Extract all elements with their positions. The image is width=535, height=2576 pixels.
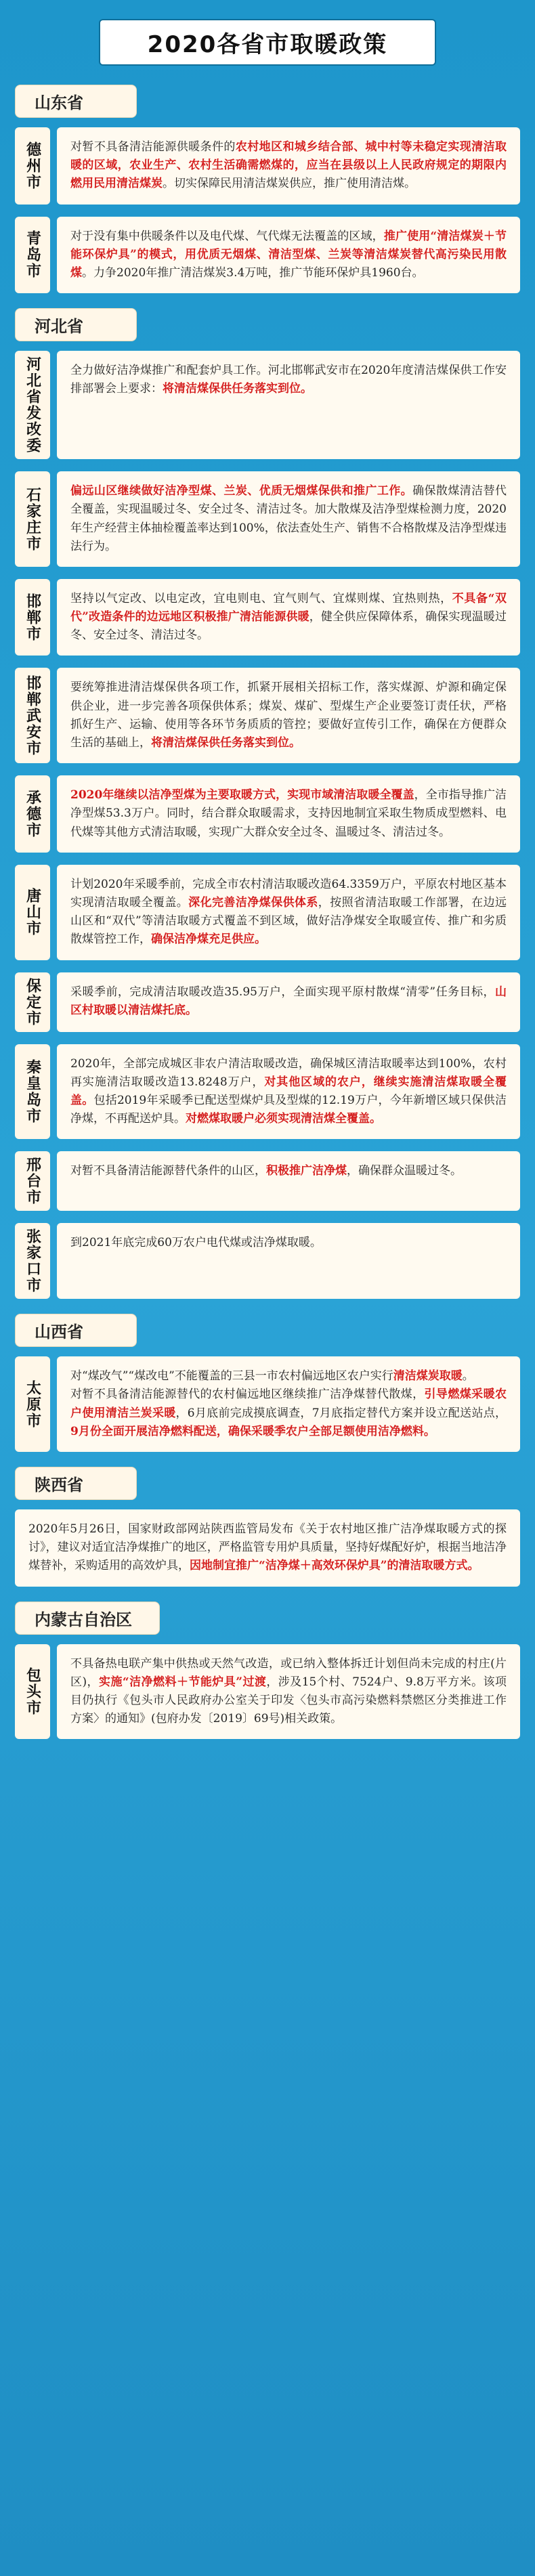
body-text: 2020年5月26日，国家财政部网站陕西监管局发布《关于农村地区推广洁净煤取暖方式的探讨》，建议对适宜洁净煤推广的地区，严格监管专用炉具质量，坚持好煤配好炉，根据当地洁净煤替补，采购适用的高效炉具， (28, 1522, 507, 1573)
policy-text (57, 1223, 520, 1299)
city-name-tab (15, 668, 50, 763)
body-text: 对于没有集中供暖条件以及电代煤、气代煤无法覆盖的区域， (70, 229, 384, 243)
body-text: ，按照省清洁取暖工作部署，在边远山区和“双代”等清洁取暖方式覆盖不到区域，做好洁净煤安全取暖宣传、推广和劣质散煤管控工作， (70, 895, 507, 947)
city-name: 青岛市 (24, 230, 41, 280)
policy-text (57, 351, 520, 459)
body-text: 坚持以气定改、以电定改，宜电则电、宜气则气、宜煤则煤、宜热则热， (70, 591, 452, 605)
highlight-text: 对其他区域的农户，继续实施清洁煤取暖全覆盖。 (70, 1075, 507, 1107)
province-label: 陕西省 (15, 1467, 137, 1500)
city-row (15, 1356, 520, 1452)
city-name: 唐山市 (24, 888, 41, 937)
policy-text (57, 972, 520, 1032)
city-row (15, 579, 520, 656)
policy-text (57, 865, 520, 960)
highlight-text: 山区村取暖以清洁煤托底。 (70, 985, 507, 1017)
city-row (15, 1644, 520, 1740)
highlight-text: 清洁煤炭取暖 (393, 1369, 463, 1383)
city-name-tab (15, 1044, 50, 1140)
city-name-tab (15, 865, 50, 960)
city-name: 邯郸武安市 (24, 674, 41, 756)
policy-text (57, 471, 520, 567)
city-row (15, 127, 520, 205)
city-name: 德州市 (24, 141, 41, 190)
city-row (15, 775, 520, 853)
highlight-text: 实施“洁净燃料＋节能炉具”过渡 (99, 1675, 267, 1689)
body-text: 确保散煤清洁替代全覆盖，实现温暖过冬、安全过冬、清洁过冬。加大散煤及洁净型煤检测力度，2020年生产经营主体抽检覆盖率达到100%，依法查处生产、销售不合格散煤及洁净型煤违法行为。 (70, 484, 507, 553)
body-text: 对暂不具备清洁能源替代条件的山区， (70, 1164, 266, 1178)
highlight-text: 农村地区和城乡结合部、城中村等未稳定实现清洁取暖的区域，农业生产、农村生活确需燃煤的，应当在县级以上人民政府规定的期限内燃用民用清洁煤炭 (70, 140, 507, 191)
policy-text (57, 1044, 520, 1140)
city-row (15, 351, 520, 459)
body-text: 采暖季前，完成清洁取暖改造35.95万户，全面实现平原村散煤“清零”任务目标， (70, 985, 495, 999)
province-section (15, 1314, 520, 1347)
highlight-text: 因地制宜推广“洁净煤＋高效环保炉具”的清洁取暖方式。 (190, 1559, 479, 1573)
body-text: 。 (462, 1369, 474, 1383)
city-name-tab (15, 127, 50, 205)
body-text: ，健全供应保障体系，确保实现温暖过冬、安全过冬、清洁过冬。 (70, 610, 507, 643)
policy-text (57, 1151, 520, 1211)
highlight-text: 引导燃煤采暖农户使用清洁兰炭采暖 (70, 1388, 507, 1420)
province-section (15, 308, 520, 341)
body-text: ，确保群众温暖过冬。 (347, 1164, 462, 1178)
city-name: 太原市 (24, 1379, 41, 1429)
city-row (15, 217, 520, 294)
city-row (15, 865, 520, 960)
highlight-text: 将清洁煤保供任务落实到位。 (151, 736, 301, 750)
city-name-tab (15, 471, 50, 567)
city-row (15, 668, 520, 763)
city-name-tab (15, 1223, 50, 1299)
province-label: 内蒙古自治区 (15, 1602, 160, 1635)
city-name-tab (15, 351, 50, 459)
province-section (15, 1467, 520, 1500)
city-name: 张家口市 (24, 1228, 41, 1294)
city-row (15, 471, 520, 567)
policy-text (57, 127, 520, 205)
body-text: 到2021年底完成60万农户电代煤或洁净煤取暖。 (70, 1236, 322, 1250)
highlight-text: 9月份全面开展洁净燃料配送，确保采暖季农户全部足额使用洁净燃料。 (70, 1424, 435, 1438)
content (15, 85, 520, 1739)
city-name: 河北省发改委 (24, 356, 41, 454)
body-text: 对暂不具备清洁能源替代的农村偏远地区继续推广洁净煤替代散煤， (70, 1388, 425, 1402)
province-label: 河北省 (15, 308, 137, 341)
city-name: 秦皇岛市 (24, 1058, 41, 1124)
highlight-text: 2020年继续以洁净型煤为主要取暖方式，实现市域清洁取暖全覆盖 (70, 788, 414, 802)
body-text: 。切实保障民用清洁煤炭供应，推广使用清洁煤。 (163, 177, 416, 191)
policy-text (57, 579, 520, 656)
highlight-text: 偏远山区继续做好洁净型煤、兰炭、优质无烟煤保供和推广工作。 (70, 484, 413, 498)
highlight-text: 推广使用“清洁煤炭＋节能环保炉具”的模式，用优质无烟煤、清洁型煤、兰炭等清洁煤炭替代高污染民用散煤 (70, 229, 507, 280)
province-section (15, 85, 520, 118)
city-name-tab (15, 972, 50, 1032)
title-wrap (15, 19, 520, 66)
city-row (15, 1044, 520, 1140)
policy-text (57, 217, 520, 294)
policy-text (15, 1509, 520, 1587)
body-text: ，全市指导推广洁净型煤53.3万户。同时，结合群众取暖需求，支持因地制宜采取生物质成型燃料、电代煤等其他方式清洁取暖，实现广大群众安全过冬、温暖过冬、清洁过冬。 (70, 788, 507, 839)
city-name: 保定市 (24, 977, 41, 1027)
city-name-tab (15, 217, 50, 294)
highlight-text: 深化完善洁净煤保供体系 (188, 895, 318, 909)
highlight-text: 不具备“双代”改造条件的边远地区积极推广清洁能源供暖 (70, 591, 507, 624)
highlight-text: 将清洁煤保供任务落实到位。 (163, 382, 312, 396)
policy-text (57, 668, 520, 763)
body-text: ，涉及15个村、7524户、9.8万平方米。该项目仍执行《包头市人民政府办公室关于印发〈包头市高污染燃料禁燃区分类推进工作方案〉的通知》(包府办发〔2019〕69号)相关政策。 (70, 1675, 507, 1726)
body-text: 对“煤改气”“煤改电”不能覆盖的三县一市农村偏远地区农户实行 (70, 1369, 393, 1383)
city-name-tab (15, 1356, 50, 1452)
body-text: 。力争2020年推广清洁煤炭3.4万吨，推广节能环保炉具1960台。 (82, 265, 424, 280)
policy-text (57, 1356, 520, 1452)
body-text: 对暂不具备清洁能源供暖条件的 (70, 140, 236, 154)
city-name-tab (15, 775, 50, 853)
highlight-text: 对燃煤取暖户必须实现清洁煤全覆盖。 (186, 1112, 381, 1126)
city-row (15, 1151, 520, 1211)
body-text: 包括2019年采暖季已配送型煤炉具及型煤的12.19万户，今年新增区域只保供洁净煤，不再配送炉具。 (70, 1093, 507, 1126)
body-text: 全力做好洁净煤推广和配套炉具工作。河北邯郸武安市在2020年度清洁煤保供工作安排部署会上要求： (70, 364, 507, 396)
city-name: 石家庄市 (24, 486, 41, 552)
city-row (15, 972, 520, 1032)
province-section (15, 1602, 520, 1635)
province-label: 山西省 (15, 1314, 137, 1347)
city-name-tab (15, 1151, 50, 1211)
policy-text (57, 775, 520, 853)
policy-text (57, 1644, 520, 1740)
city-name: 邯郸市 (24, 593, 41, 642)
city-name: 承德市 (24, 789, 41, 838)
body-text: ，6月底前完成摸底调查，7月底指定替代方案并设立配送站点， (175, 1406, 507, 1420)
province-label: 山东省 (15, 85, 137, 118)
body-text: 2020年，全部完成城区非农户清洁取暖改造，确保城区清洁取暖率达到100%，农村再实施清洁取暖改造13.8248万户， (70, 1056, 507, 1089)
highlight-text: 积极推广洁净煤 (266, 1164, 347, 1178)
body-text: 要统筹推进清洁煤保供各项工作，抓紧开展相关招标工作，落实煤源、炉源和确定保供企业，进一步完善各项保供体系；煤炭、煤矿、型煤生产企业要签订责任状，严格抓好生产、运输、使用等各环节务质质的管控；要做好宣传引工作，确保在方便群众生活的基础上， (70, 681, 507, 750)
page-title: 2020各省市取暖政策 (99, 19, 437, 66)
city-name-tab (15, 579, 50, 656)
body-text: 计划2020年采暖季前，完成全市农村清洁取暖改造64.3359万户，平原农村地区基本实现清洁取暖全覆盖。 (70, 877, 507, 909)
body-text: 不具备热电联产集中供热或天然气改造，或已纳入整体拆迁计划但尚未完成的村庄(片区)， (70, 1656, 507, 1689)
city-row (15, 1223, 520, 1299)
highlight-text: 确保洁净煤充足供应。 (151, 932, 266, 947)
city-row (15, 1509, 520, 1587)
city-name-tab (15, 1644, 50, 1740)
city-name: 包头市 (24, 1667, 41, 1716)
city-name: 邢台市 (24, 1157, 41, 1206)
